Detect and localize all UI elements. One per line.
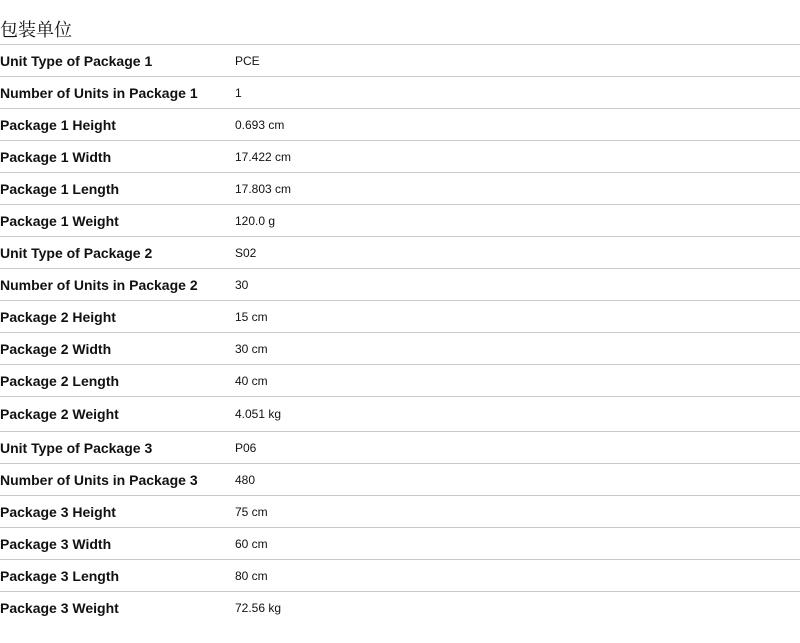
spec-value: 40 cm bbox=[235, 373, 268, 388]
table-row bbox=[0, 397, 800, 432]
table-row bbox=[0, 269, 800, 301]
spec-value: 30 bbox=[235, 277, 249, 292]
spec-value: 17.803 cm bbox=[235, 181, 292, 196]
spec-label: Package 2 Weight bbox=[0, 406, 119, 422]
spec-label: Package 3 Height bbox=[0, 503, 116, 520]
spec-value: 15 cm bbox=[235, 309, 268, 324]
spec-label: Package 2 Height bbox=[0, 308, 116, 325]
section-title: 包装单位 bbox=[0, 20, 72, 41]
spec-label: Unit Type of Package 3 bbox=[0, 439, 153, 456]
spec-label: Number of Units in Package 3 bbox=[0, 471, 198, 488]
table-row bbox=[0, 333, 800, 365]
table-row bbox=[0, 560, 800, 592]
table-row bbox=[0, 432, 800, 464]
packaging-spec-table bbox=[0, 44, 800, 623]
table-row bbox=[0, 528, 800, 560]
spec-value: S02 bbox=[235, 245, 257, 260]
table-row bbox=[0, 237, 800, 269]
table-row bbox=[0, 141, 800, 173]
spec-label: Unit Type of Package 2 bbox=[0, 244, 153, 261]
table-row bbox=[0, 301, 800, 333]
spec-value: 80 cm bbox=[235, 568, 268, 583]
spec-value: 1 bbox=[235, 85, 242, 100]
table-row bbox=[0, 173, 800, 205]
spec-label: Package 1 Height bbox=[0, 116, 116, 133]
spec-value: 17.422 cm bbox=[235, 149, 292, 164]
table-row bbox=[0, 77, 800, 109]
spec-label: Package 1 Length bbox=[0, 180, 120, 197]
spec-label: Package 2 Width bbox=[0, 340, 112, 357]
table-row bbox=[0, 45, 800, 77]
table-row bbox=[0, 109, 800, 141]
table-row bbox=[0, 365, 800, 397]
spec-label: Package 2 Length bbox=[0, 372, 120, 389]
spec-label: Number of Units in Package 2 bbox=[0, 276, 198, 293]
spec-value: PCE bbox=[235, 53, 260, 68]
spec-value: 120.0 g bbox=[235, 213, 276, 228]
table-row bbox=[0, 205, 800, 237]
spec-label: Package 1 Width bbox=[0, 148, 112, 165]
table-row bbox=[0, 496, 800, 528]
spec-value: 75 cm bbox=[235, 504, 268, 519]
spec-label: Package 3 Weight bbox=[0, 599, 119, 616]
spec-value: 4.051 kg bbox=[235, 407, 282, 421]
spec-value: 72.56 kg bbox=[235, 600, 282, 615]
spec-value: P06 bbox=[235, 440, 257, 455]
spec-label: Package 3 Length bbox=[0, 567, 120, 584]
spec-value: 30 cm bbox=[235, 341, 268, 356]
spec-label: Number of Units in Package 1 bbox=[0, 84, 198, 101]
spec-value: 0.693 cm bbox=[235, 117, 285, 132]
spec-label: Unit Type of Package 1 bbox=[0, 52, 153, 69]
spec-value: 60 cm bbox=[235, 536, 268, 551]
table-row bbox=[0, 464, 800, 496]
spec-label: Package 1 Weight bbox=[0, 212, 119, 229]
spec-value: 480 bbox=[235, 472, 256, 487]
table-row bbox=[0, 592, 800, 624]
spec-label: Package 3 Width bbox=[0, 535, 112, 552]
